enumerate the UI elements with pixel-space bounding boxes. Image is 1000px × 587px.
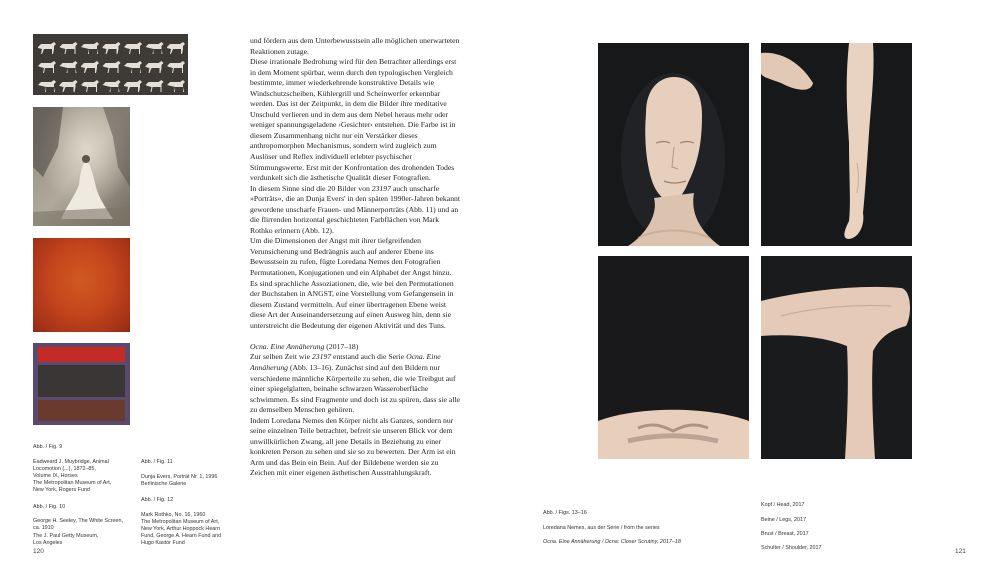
caption-fig10-text: George H. Seeley, The White Screen, ca. 1910 The J. Paul Getty Museum, Los Angeles (33, 518, 123, 546)
paragraph: und fördern aus dem Unterbewusstsein alle möglichen unerwarteten Reaktionen zutage. (250, 36, 460, 56)
caption-fig11-label: Abb. / Fig. 11 (141, 459, 173, 466)
caption-fig9-10 (33, 437, 133, 554)
figure-seeley-white-screen (33, 107, 130, 226)
caption-fig10-label: Abb. / Fig. 10 (33, 503, 66, 510)
caption-fig9-text: Eadweard J. Muybridge, Animal Locomotion (...), 1872–85, Volume IX, Horses The Metropolitan Museum of Art, New York, Rogers Fund (33, 458, 112, 494)
section-heading: Ocna. Eine Annäherung (2017–18) (250, 341, 359, 351)
rothko-red-band (38, 347, 125, 362)
caption-fig11-12 (141, 452, 241, 555)
paragraph: Indem Loredana Nemes den Körper nicht als Ganzes, sondern nur seine einzelnen Teile betrachtet, befreit sie unseren Blick vor dem unwillkürlichen Zwang, all jene Details in Beziehung zu einer konkreten Person zu sehen und sie so zu bewerten. Der Arm ist ein Arm und das Bein ein Bein. Auf der Bildebene werden sie zu Zeichen mit einer eigenen ästhetischen Ausstrahlungskraft. (250, 415, 456, 478)
paragraph: Diese irrationale Bedrohung wird für den Betrachter allerdings erst in dem Moment spürbar, wenn durch den typologischen Vergleich bestimmte, immer wiederkehrende konstruktive Details wie Windschutzscheiben, Kühlergrill und Scheinwerfer erkennbar werden. Das ist der Zeitpunkt, in dem die Bilder ihre meditative Unschuld verlieren und in dem aus dem Nebel heraus mehr oder weniger spannungsgeladene ›Gesichter‹ entstehen. Die Farbe ist in diesem Zusammenhang nicht nur ein Verstärker dieses anthropomorphen Mechanismus, sondern wird zugleich zum Auslöser und Reflex individuell erlebter psychischer Stimmungswerte. Erst mit der Konfrontation des drohenden Todes verdunkelt sich die ästhetische Qualität dieser Fotografien. (250, 57, 457, 183)
main-text-column (250, 36, 460, 479)
rothko-dark-band (38, 365, 125, 397)
page-number-left: 120 (33, 548, 44, 555)
caption-fig12-label: Abb. / Fig. 12 (141, 497, 174, 504)
caption-head: Kopf / Head, 2017 (761, 502, 805, 509)
paragraph: In diesem Sinne sind die 20 Bilder von 23197 auch unscharfe »Porträts«, die an Dunja Evers' in den späten 1990er-Jahren bekannt gewordene unscharfe Frauen- und Männerporträts (Abb. 11) und an die flirrenden horizontal geschichteten Farbflächen von Mark Rothko erinnern (Abb. 12). (250, 183, 461, 235)
caption-legs: Beine / Legs, 2017 (761, 516, 806, 523)
caption-figs-label: Abb. / Figs. 13–16 (543, 510, 587, 517)
caption-breast: Brust / Breast, 2017 (761, 531, 809, 538)
caption-fig11-text: Dunja Evers, Porträt Nr. 1, 1996 Berlinische Galerie (141, 473, 218, 487)
caption-fig9-label: Abb. / Fig. 9 (33, 444, 63, 451)
figure-rothko-no16 (33, 343, 130, 425)
caption-figs-title: Ocna. Eine Annäherung / Ocna: Closer Scrutiny, 2017–18 (543, 539, 681, 546)
paragraph: Zur selben Zeit wie 23197 entstand auch die Serie Ocna. Eine Annäherung (Abb. 13–16). Zunächst sind auf den Bildern nur verschiedene männliche Körperteile zu sehen, die wie Treibgut auf einer spiegelglatten, beinahe schwarzen Wasseroberfläche schwimmen. Es sind Fragmente und doch ist zu spüren, dass sie alle zu demselben Menschen gehören. (250, 352, 460, 415)
caption-figs-13-16 (543, 503, 763, 553)
caption-fig12-text: Mark Rothko, No. 16, 1960 The Metropolitan Museum of Art, New York, Arthur Hoppock Hearn Fund, George A. Hearn Fund and Hugo Kastor Fund (141, 511, 222, 547)
photo-shoulder (761, 256, 912, 459)
figure-muybridge-horses (33, 34, 188, 95)
caption-figs-list (761, 495, 911, 560)
photo-head (598, 43, 749, 246)
rothko-brown-band (38, 400, 125, 421)
caption-shoulder: Schulter / Shoulder, 2017 (761, 545, 822, 552)
photo-breast (598, 256, 749, 459)
figure-evers-portrait (33, 238, 130, 332)
photo-legs (761, 43, 912, 246)
caption-figs-series: Loredana Nemes, aus der Serie / from the series (543, 524, 660, 531)
paragraph: Um die Dimensionen der Angst mit ihrer tiefgreifenden Verunsicherung und Bedrängnis auch auf anderer Ebene ins Bewusstsein zu rufen, fügte Loredana Nemes den Fotografien Permutationen, Konjugationen und ein Alphabet der Angst hinzu. Es sind sprachliche Assoziationen, die, wie bei den Permutationen der Buchstaben in ANGST, eine Vorstellung vom Gefangensein in diesem Zustand vermitteln. Auf einer übertragenen Ebene weist diese Art der Auseinandersetzung auf einen Ausweg hin, denn sie unterstreicht die Bedeutung der eigenen Aktivität und des Tuns. (250, 236, 454, 330)
page-number-right: 121 (955, 548, 966, 555)
